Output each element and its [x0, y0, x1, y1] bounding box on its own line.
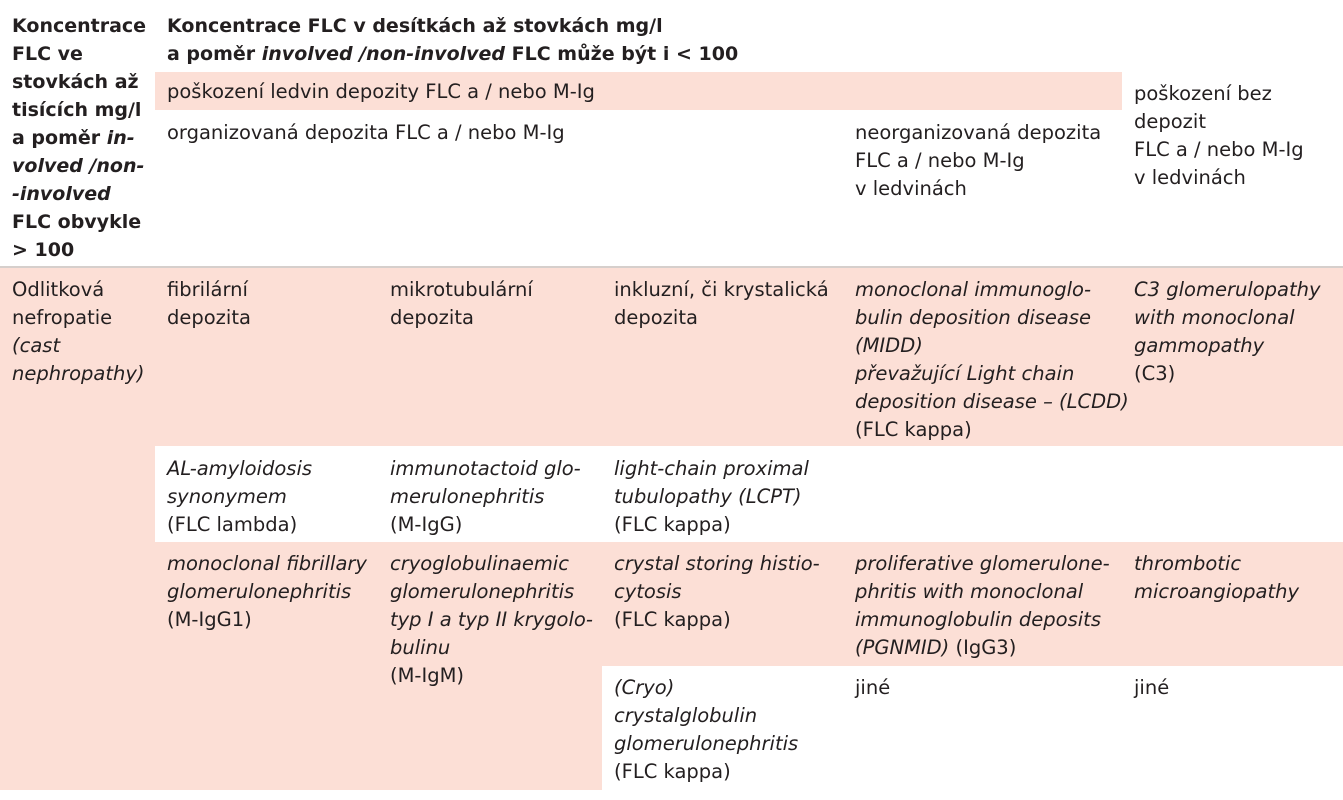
organized-label: organizovaná depozita FLC a / nebo M-Ig	[167, 121, 565, 144]
header-main	[155, 10, 1055, 68]
unorganized-line: FLC a / nebo M-Ig	[855, 149, 1025, 172]
cell-line: (FLC kappa)	[614, 513, 731, 536]
cell-line	[855, 634, 1114, 662]
cell-line: typ I a typ II krygolo-	[390, 608, 593, 631]
header-main-italic: involved /non-involved	[261, 43, 506, 65]
header-col1-line	[12, 124, 147, 152]
cell-line: light-chain proximal	[614, 457, 809, 480]
header-col1	[0, 10, 155, 264]
cell-line: inkluzní, či krystalická	[614, 278, 829, 301]
row2-col2	[155, 453, 378, 539]
header-col1-line: FLC ve	[12, 43, 83, 65]
no-deposits-line: depozit	[1134, 110, 1206, 133]
cell-line: bulin deposition disease	[855, 306, 1091, 329]
cell-line: microangiopathy	[1134, 580, 1299, 603]
cell-line: mikrotubulární	[390, 278, 533, 301]
cell-line: depozita	[167, 306, 251, 329]
unorganized-line: v ledvinách	[855, 177, 967, 200]
cell-line: (FLC lambda)	[167, 513, 298, 536]
cell-line: thrombotic	[1134, 552, 1242, 575]
cell-line: depozita	[390, 306, 474, 329]
cell-line: proliferative glomerulone-	[855, 552, 1110, 575]
cell-line: (cast	[12, 334, 61, 357]
organized-cell	[155, 117, 835, 147]
cell-line: (FLC kappa)	[855, 418, 972, 441]
row1-col6	[1122, 274, 1343, 388]
header-col1-line: -involved	[12, 183, 111, 205]
header-main-line2	[167, 40, 1047, 68]
header-col1-line: stovkách až	[12, 71, 139, 93]
cell-line: cytosis	[614, 580, 682, 603]
cell-line: nefropatie	[12, 306, 113, 329]
header-col1-text: a poměr	[12, 127, 107, 149]
no-deposits-cell	[1122, 78, 1343, 192]
cell-line: (M-IgM)	[390, 664, 465, 687]
unorganized-cell	[843, 117, 1122, 203]
cell-line: bulinu	[390, 636, 451, 659]
header-main-text: FLC může být i < 100	[505, 43, 739, 65]
cell-line: monoclonal fibrillary	[167, 552, 367, 575]
cell-line: (FLC kappa)	[614, 608, 731, 631]
cell-line: jiné	[855, 676, 891, 699]
cell-line: nephropathy)	[12, 362, 145, 385]
row3-col4	[602, 548, 843, 634]
row2-col4	[602, 453, 843, 539]
damage-deposits-cell	[155, 72, 1122, 110]
cell-line: (C3)	[1134, 362, 1176, 385]
header-main-text: a poměr	[167, 43, 262, 65]
cell-line: deposition disease – (LCDD)	[855, 390, 1129, 413]
cell-line: gammopathy	[1134, 334, 1265, 357]
cell-line: glomerulonephritis	[167, 580, 352, 603]
row2-col3	[378, 453, 602, 539]
no-deposits-line: poškození bez	[1134, 82, 1272, 105]
cell-line: monoclonal immunoglo-	[855, 278, 1092, 301]
cell-text: (IgG3)	[949, 636, 1017, 659]
row4-col6	[1122, 672, 1343, 702]
cell-line: C3 glomerulopathy	[1134, 278, 1321, 301]
header-col1-line: tisících mg/l	[12, 99, 142, 121]
cell-line: synonymem	[167, 485, 287, 508]
cell-line: merulonephritis	[390, 485, 545, 508]
row1-col2	[155, 274, 378, 332]
row3-col6	[1122, 548, 1343, 606]
row3-col2	[155, 548, 378, 634]
unorganized-line: neorganizovaná depozita	[855, 121, 1102, 144]
cell-line: cryoglobulinaemic	[390, 552, 569, 575]
cell-line: crystalglobulin	[614, 704, 758, 727]
row4-col5	[843, 672, 1122, 702]
row3-col3	[378, 548, 602, 690]
cell-line: depozita	[614, 306, 698, 329]
row4-col4	[602, 672, 843, 786]
cell-line: glomerulonephritis	[614, 732, 799, 755]
header-col1-line: > 100	[12, 239, 75, 261]
cell-italic: (PGNMID)	[855, 636, 950, 659]
row1-col3	[378, 274, 602, 332]
damage-deposits-label: poškození ledvin depozity FLC a / nebo M-Ig	[167, 80, 595, 103]
cell-line: (M-IgG1)	[167, 608, 252, 631]
header-col1-line: Koncentrace	[12, 15, 147, 37]
no-deposits-line: v ledvinách	[1134, 166, 1246, 189]
header-col1-line: FLC obvykle	[12, 211, 142, 233]
cell-line: fibrilární	[167, 278, 248, 301]
cell-line: immunotactoid glo-	[390, 457, 581, 480]
header-main-line1: Koncentrace FLC v desítkách až stovkách mg/l	[167, 15, 663, 37]
cell-line: with monoclonal	[1134, 306, 1295, 329]
cell-line: crystal storing histio-	[614, 552, 820, 575]
cell-line: phritis with monoclonal	[855, 580, 1084, 603]
cell-line: Odlitková	[12, 278, 105, 301]
cell-line: (M-IgG)	[390, 513, 463, 536]
cell-line: AL-amyloidosis	[167, 457, 313, 480]
cell-line: tubulopathy (LCPT)	[614, 485, 802, 508]
cell-line: (MIDD)	[855, 334, 923, 357]
cell-line: glomerulonephritis	[390, 580, 575, 603]
cell-line: (FLC kappa)	[614, 760, 731, 783]
no-deposits-line: FLC a / nebo M-Ig	[1134, 138, 1304, 161]
cell-line: immunoglobulin deposits	[855, 608, 1101, 631]
row3-col5	[843, 548, 1122, 662]
row1-col5	[843, 274, 1129, 444]
cell-line: jiné	[1134, 676, 1170, 699]
cell-line: převažující Light chain	[855, 362, 1075, 385]
header-col1-italic: in-	[106, 127, 135, 149]
cell-line: (Cryo)	[614, 676, 675, 699]
header-col1-line: volved /non-	[12, 155, 145, 177]
row1-col1	[0, 274, 155, 388]
row1-col4	[602, 274, 843, 332]
